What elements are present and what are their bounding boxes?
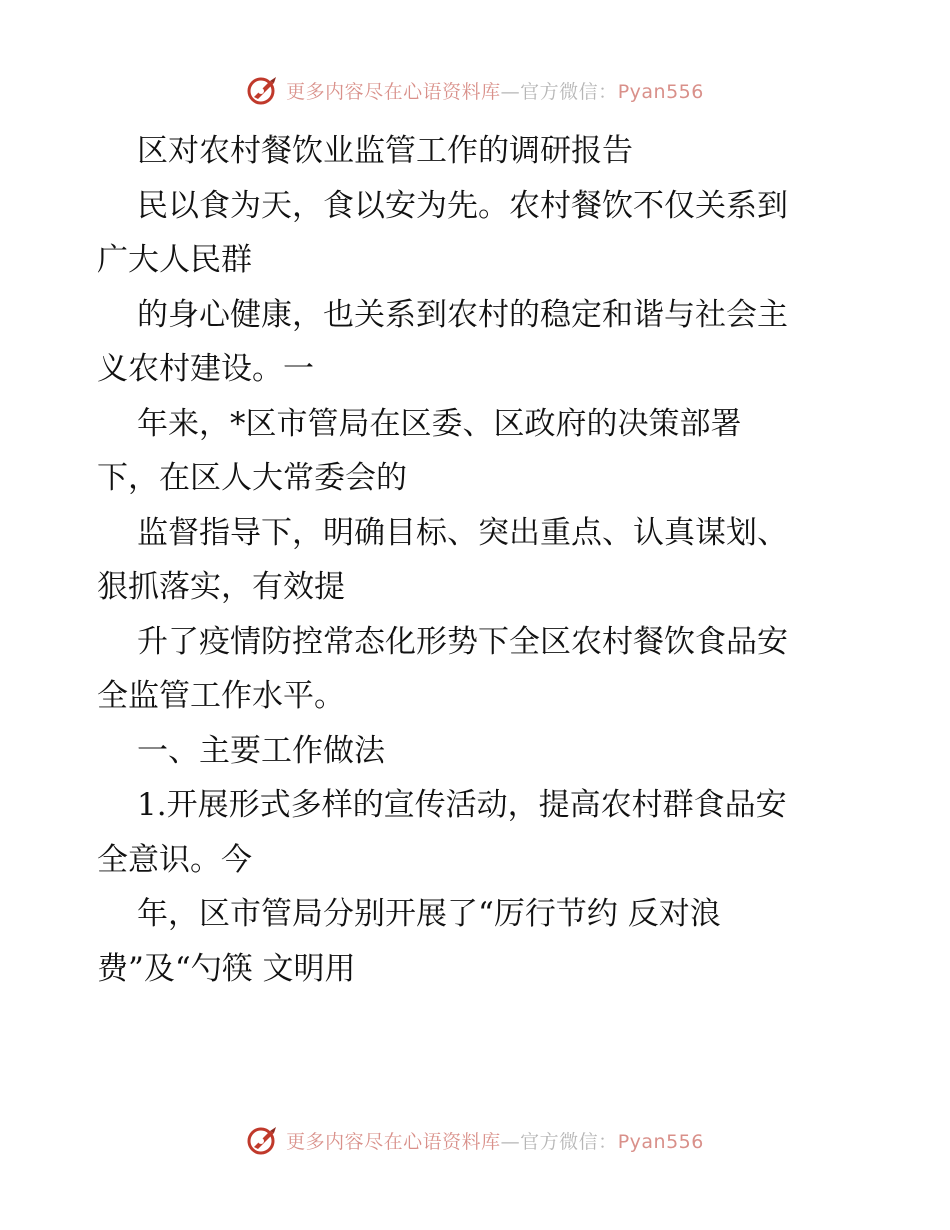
section-heading: 一、主要工作做法 xyxy=(137,732,385,769)
body-line: 全意识。今 xyxy=(97,841,252,878)
banner-brand: 更多内容尽在心语资料库 xyxy=(286,1130,501,1153)
brand-logo-icon xyxy=(246,73,280,107)
body-line: 监督指导下，明确目标、突出重点、认真谋划、 xyxy=(137,514,788,551)
body-line: 年，区市管局分别开展了“厉行节约 反对浪 xyxy=(137,896,721,932)
banner-dash: — xyxy=(500,80,521,103)
banner-wechat-label: 官方微信： xyxy=(520,80,618,103)
body-line: 民以食为天，食以安为先。农村餐饮不仅关系到 xyxy=(137,187,788,224)
body-line: 费”及“勺筷 文明用 xyxy=(97,950,356,987)
body-line: 下，在区人大常委会的 xyxy=(97,460,407,496)
document-title: 区对农村餐饮业监管工作的调研报告 xyxy=(137,133,633,169)
banner-text xyxy=(286,77,704,104)
footer-banner xyxy=(0,1120,950,1160)
body-line: 义农村建设。一 xyxy=(97,351,314,387)
body-line: 全监管工作水平。 xyxy=(97,678,345,714)
body-line: 的身心健康，也关系到农村的稳定和谐与社会主 xyxy=(137,296,788,333)
banner-brand: 更多内容尽在心语资料库 xyxy=(286,80,501,103)
body-line: 年来，*区市管局在区委、区政府的决策部署 xyxy=(137,405,742,442)
banner-wechat-label: 官方微信： xyxy=(520,1130,618,1153)
body-line: 广大人民群 xyxy=(97,242,252,278)
banner-dash: — xyxy=(500,1130,521,1153)
brand-logo-icon xyxy=(246,1123,280,1157)
document-body xyxy=(97,124,857,996)
body-line: 狠抓落实，有效提 xyxy=(97,569,345,605)
subsection-heading: 1.开展形式多样的宣传活动，提高农村群食品安 xyxy=(137,787,787,823)
header-banner xyxy=(0,70,950,110)
banner-wechat-id: Pyan556 xyxy=(617,1130,704,1153)
body-line: 升了疫情防控常态化形势下全区农村餐饮食品安 xyxy=(137,623,788,660)
banner-text xyxy=(286,1127,704,1154)
banner-wechat-id: Pyan556 xyxy=(617,80,704,103)
